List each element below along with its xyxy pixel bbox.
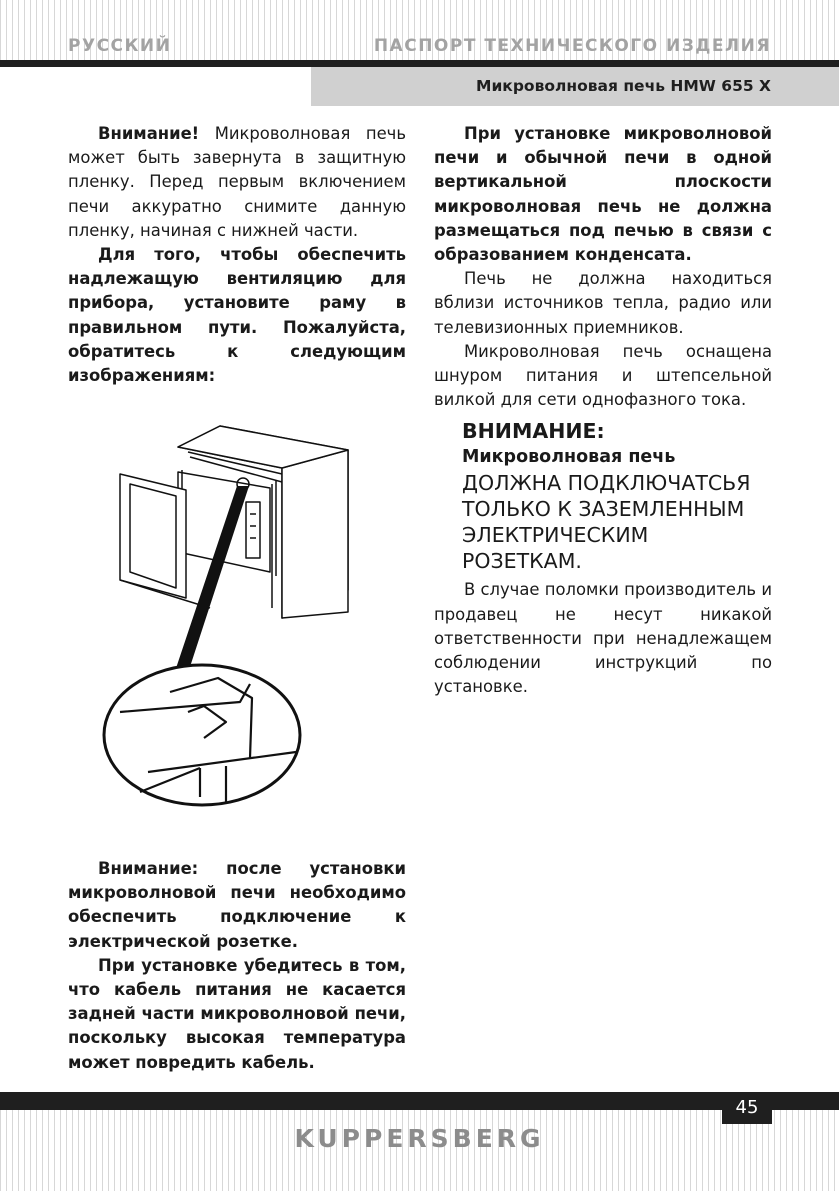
film-warning-paragraph: [68, 122, 406, 243]
power-cord-paragraph: Микроволновая печь оснащена шнуром питания и штепсельной вилкой для сети однофазного тока.: [434, 341, 772, 410]
right-column: [434, 122, 772, 699]
warning-line-2: ТОЛЬКО К ЗАЗЕМЛЕННЫМ: [462, 497, 745, 522]
connection-paragraph: Внимание: после установки микроволновой печи необходимо обеспечить подключение к электрической розетке.: [68, 859, 406, 951]
left-column-bottom: [68, 857, 406, 1075]
language-label: РУССКИЙ: [68, 36, 172, 56]
brand-logo: KUPPERSBERG: [294, 1124, 545, 1153]
header-bar: [0, 60, 839, 67]
grounding-warning: [462, 418, 772, 574]
heat-sources-paragraph: Печь не должна находиться вблизи источников тепла, радио или телевизионных приемников.: [434, 269, 772, 337]
document-type-label: ПАСПОРТ ТЕХНИЧЕСКОГО ИЗДЕЛИЯ: [373, 36, 771, 56]
attention-label: Внимание!: [98, 124, 200, 143]
cable-paragraph: При установке убедитесь в том, что кабель питания не касается задней части микроволновой печи, поскольку высокая температура может повредить кабель.: [68, 955, 406, 1072]
film-warning-text: Микроволновая печь может быть завернута в защитную пленку. Перед первым включением печи аккуратно снимите данную пленку, начиная с нижней части.: [68, 124, 406, 240]
left-column-top: [68, 122, 406, 388]
warning-line-1: ДОЛЖНА ПОДКЛЮЧАТСЬЯ: [462, 471, 751, 496]
installation-illustration: [100, 422, 362, 808]
condensate-paragraph: При установке микроволновой печи и обычной печи в одной вертикальной плоскости микроволновая печь не должна размещаться под печью в связи с образованием конденсата.: [434, 124, 772, 265]
ventilation-paragraph: Для того, чтобы обеспечить надлежащую вентиляцию для прибора, установите раму в правильном пути. Пожалуйста, обратитесь к следующим изображениям:: [68, 245, 406, 386]
warning-line-3: ЭЛЕКТРИЧЕСКИМ РОЗЕТКАМ.: [462, 523, 649, 574]
model-title: Микроволновая печь HMW 655 X: [311, 67, 839, 106]
page-number: 45: [722, 1092, 772, 1124]
warning-title: ВНИМАНИЕ:: [462, 419, 605, 444]
warning-subtitle: Микроволновая печь: [462, 447, 676, 468]
liability-paragraph: В случае поломки производитель и продавец не несут никакой ответственности при ненадлежащем соблюдении инструкций по установке.: [434, 580, 772, 697]
footer-bar: [0, 1092, 839, 1110]
